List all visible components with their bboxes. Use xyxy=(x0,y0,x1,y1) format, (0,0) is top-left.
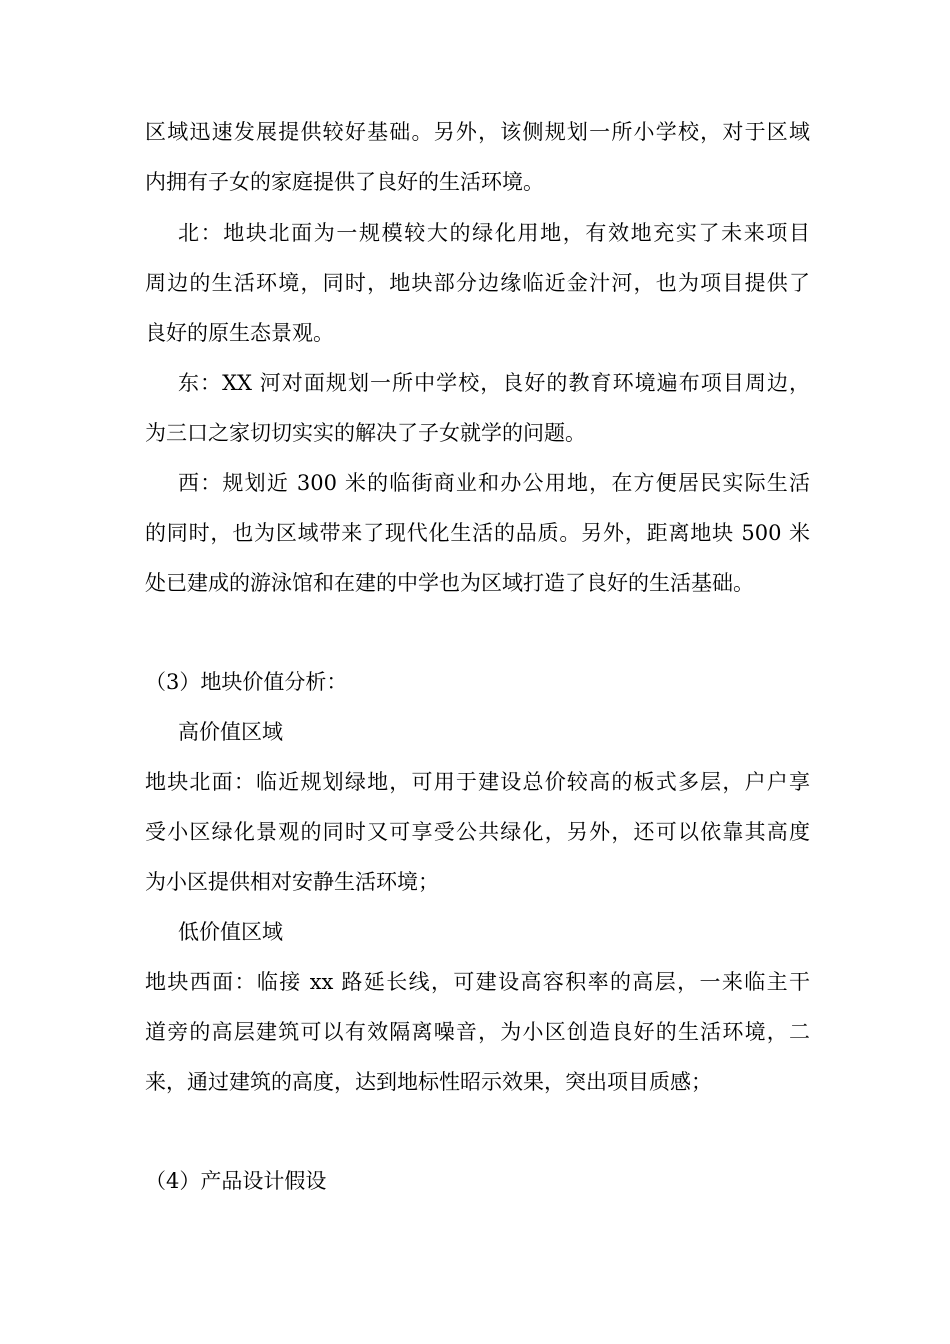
paragraph-low-value-line: 地块西面：临接 xx 路延长线，可建设高容积率的高层，一来临主干 xyxy=(145,970,810,994)
paragraph-west-line: 西：规划近 300 米的临街商业和办公用地，在方便居民实际生活 xyxy=(178,471,810,495)
paragraph-low-value-line: 道旁的高层建筑可以有效隔离噪音，为小区创造良好的生活环境，二 xyxy=(145,1020,810,1044)
paragraph-low-value-line: 来，通过建筑的高度，达到地标性昭示效果，突出项目质感； xyxy=(145,1070,712,1094)
section-heading-3: （3）地块价值分析： xyxy=(145,670,348,694)
paragraph-high-value-line: 为小区提供相对安静生活环境； xyxy=(145,870,439,894)
paragraph-high-value-line: 地块北面：临近规划绿地，可用于建设总价较高的板式多层，户户享 xyxy=(145,770,810,794)
paragraph-north-line: 北：地块北面为一规模较大的绿化用地，有效地充实了未来项目 xyxy=(178,221,810,245)
paragraph-high-value-line: 受小区绿化景观的同时又可享受公共绿化，另外，还可以依靠其高度 xyxy=(145,820,810,844)
paragraph-east-line: 为三口之家切切实实的解决了子女就学的问题。 xyxy=(145,421,586,445)
paragraph-west-line: 处已建成的游泳馆和在建的中学也为区域打造了良好的生活基础。 xyxy=(145,571,754,595)
subheading-high-value: 高价值区域 xyxy=(178,720,283,744)
paragraph-north-line: 周边的生活环境，同时，地块部分边缘临近金汁河，也为项目提供了 xyxy=(145,271,810,295)
paragraph-north-line: 良好的原生态景观。 xyxy=(145,321,334,345)
paragraph-line: 内拥有子女的家庭提供了良好的生活环境。 xyxy=(145,170,544,194)
paragraph-east-line: 东：XX 河对面规划一所中学校，良好的教育环境遍布项目周边， xyxy=(178,371,810,395)
subheading-low-value: 低价值区域 xyxy=(178,920,283,944)
paragraph-line: 区域迅速发展提供较好基础。另外，该侧规划一所小学校，对于区域 xyxy=(145,120,810,144)
section-heading-4: （4）产品设计假设 xyxy=(145,1169,327,1193)
paragraph-west-line: 的同时，也为区域带来了现代化生活的品质。另外，距离地块 500 米 xyxy=(145,521,810,545)
